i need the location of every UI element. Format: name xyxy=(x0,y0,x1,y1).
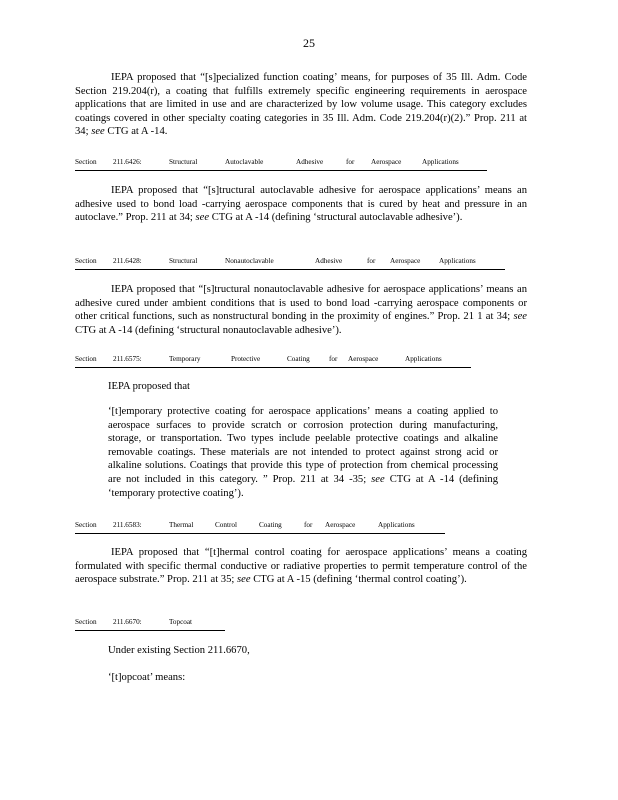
section-heading-211-6670 xyxy=(75,617,225,631)
heading-word: Coating xyxy=(287,355,310,363)
heading-word: Nonautoclavable xyxy=(225,257,274,265)
paragraph-topcoat-definition: ‘[t]opcoat’ means: xyxy=(108,672,186,683)
heading-word: Applications xyxy=(439,257,476,265)
heading-word: Adhesive xyxy=(315,257,343,265)
section-number: 211.6583: xyxy=(113,521,142,529)
paragraph-structural-autoclavable-adhesive xyxy=(75,184,527,225)
heading-word: Control xyxy=(215,521,237,529)
paragraph-existing-section: Under existing Section 211.6670, xyxy=(108,645,250,656)
section-number: 211.6575: xyxy=(113,355,142,363)
heading-word: Applications xyxy=(378,521,415,529)
see-signal: see xyxy=(91,126,105,138)
paragraph-text: IEPA proposed that “[s]tructural autoclavable adhesive for aerospace applications’ means an adhesive used to bond load -carrying aerospace components that is cured by heat and pressure in an autoclave.” Prop. 211 at 34; xyxy=(75,185,527,224)
heading-word: Topcoat xyxy=(169,618,193,626)
section-number: 211.6428: xyxy=(113,257,142,265)
heading-word: Autoclavable xyxy=(225,158,264,166)
section-label: Section xyxy=(75,257,97,265)
paragraph-citation: CTG at A -14 (defining ‘structural nonautoclavable adhesive’). xyxy=(75,324,342,336)
heading-word: Structural xyxy=(169,158,198,166)
heading-word: Aerospace xyxy=(348,355,379,363)
heading-word: Adhesive xyxy=(296,158,324,166)
section-label: Section xyxy=(75,618,97,626)
heading-word: Temporary xyxy=(169,355,201,363)
section-number: 211.6670: xyxy=(113,618,142,626)
heading-word: Applications xyxy=(422,158,459,166)
heading-word: for xyxy=(346,158,355,166)
paragraph-specialized-function-coating xyxy=(75,71,527,139)
section-heading-211-6428 xyxy=(75,256,505,270)
heading-word: Structural xyxy=(169,257,198,265)
heading-word: for xyxy=(304,521,313,529)
section-heading-211-6426 xyxy=(75,157,487,171)
paragraph-text: IEPA proposed that “[s]pecialized function coating’ means, for purposes of 35 Ill. Adm. Code Section 219.204(r), a coating that fulfills extremely specific engineering requirements in aerospace applications that are limited in use and are characterized by low volume usage. This category excludes coatings covered in other specialty coating categories in 35 Ill. Adm. Code 219.204(r)(2).” Prop. 211 at 34; xyxy=(75,72,527,138)
paragraph-intro: IEPA proposed that xyxy=(108,381,191,392)
section-label: Section xyxy=(75,521,97,529)
heading-word: for xyxy=(367,257,376,265)
section-heading-211-6583 xyxy=(75,520,445,534)
section-label: Section xyxy=(75,158,97,166)
paragraph-citation: CTG at A -14 (defining ‘structural autoclavable adhesive’). xyxy=(209,212,463,224)
paragraph-citation: CTG at A -15 (defining ‘thermal control coating’). xyxy=(250,574,467,586)
section-heading-211-6575 xyxy=(75,354,471,368)
heading-word: Thermal xyxy=(169,521,194,529)
heading-word: Protective xyxy=(231,355,261,363)
see-signal: see xyxy=(195,212,210,224)
page-number: 25 xyxy=(303,36,315,50)
quote-text: ‘[t]emporary protective coating for aerospace applications’ means a coating applied to aerospace surfaces to provide scratch or corrosion protection during manufacturing, storage, or transportation. Two types include peelable protective coatings and alkaline removable coatings. These materials are not intended to protect against strong acid or alkaline solutions. Coatings that provide this type of protection from chemical processing are not included in this category. ” Prop. 211 at 34 -35; xyxy=(108,406,498,485)
paragraph-thermal-control-coating xyxy=(75,546,527,587)
heading-word: Applications xyxy=(405,355,442,363)
paragraph-citation: CTG at A -14. xyxy=(104,126,168,138)
quote-citation: CTG at A -14 (defining ‘temporary protective coating’). xyxy=(108,473,498,499)
paragraph-structural-nonautoclavable-adhesive xyxy=(75,283,527,337)
heading-word: Aerospace xyxy=(325,521,356,529)
see-signal: see xyxy=(371,473,385,485)
heading-word: Aerospace xyxy=(390,257,421,265)
section-number: 211.6426: xyxy=(113,158,142,166)
heading-word: for xyxy=(329,355,338,363)
paragraph-text: IEPA proposed that “[t]hermal control coating for aerospace applications’ means a coating formulated with specific thermal conductive or radiative properties to permit temperature control of the aerospace substrate.” Prop. 211 at 35; xyxy=(75,547,527,586)
block-quote-temporary-protective-coating xyxy=(108,405,498,500)
heading-word: Coating xyxy=(259,521,282,529)
paragraph-text: IEPA proposed that “[s]tructural nonautoclavable adhesive for aerospace applications’ means an adhesive cured under ambient conditions that is used to bond load -carrying aerospace components or other critical functions, such as nonstructural bonding in the proximity of engines.” Prop. 21 1 at 34; xyxy=(75,284,527,323)
heading-word: Aerospace xyxy=(371,158,402,166)
see-signal: see xyxy=(237,574,251,586)
section-label: Section xyxy=(75,355,97,363)
see-signal: see xyxy=(513,311,527,323)
